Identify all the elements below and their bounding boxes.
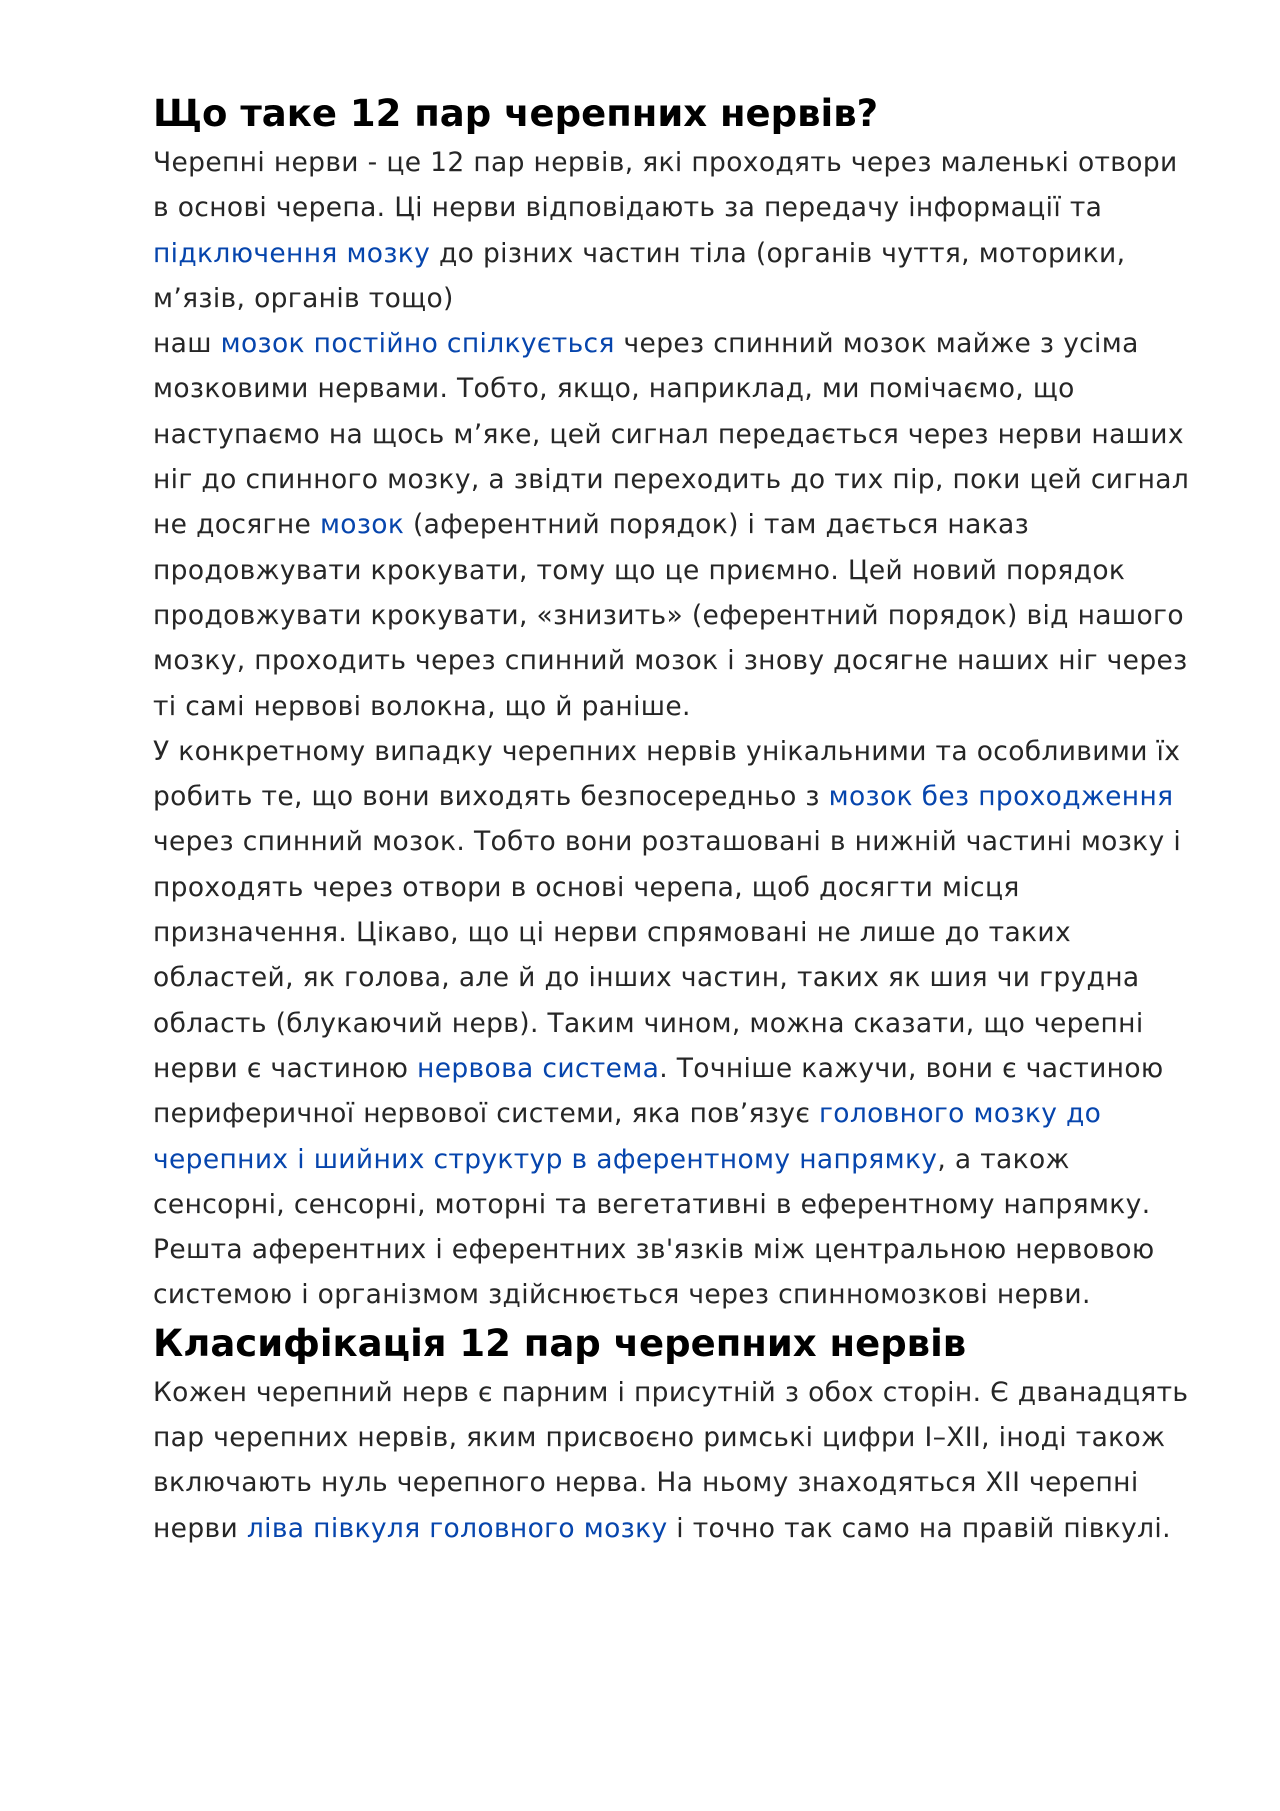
link-nervous-system[interactable]: нервова система (417, 1052, 660, 1084)
link-brain[interactable]: мозок (319, 509, 405, 541)
text-run: до різних частин тіла (органів чуття, моторики, м’язів, органів тощо) (153, 237, 1126, 314)
paragraph-brain-communication (153, 321, 1193, 729)
paragraph-classification (153, 1370, 1193, 1551)
text-run: через спинний мозок. Тобто вони розташовані в нижній частині мозку і проходять через отвори в основі черепа, щоб досягти місця призначення. Цікаво, що ці нерви спрямовані не лише до таких областей, як голова, але й до інших частин, таких як шия чи грудна область (блукаючий нерв). Таким чином, можна сказати, що черепні нерви є частиною (153, 826, 1182, 1084)
link-brain-connection[interactable]: підключення мозку (153, 237, 431, 269)
section-heading-classification: Класифікація 12 пар черепних нервів (153, 1321, 967, 1365)
link-brain-to-cranial-structures[interactable]: головного мозку до черепних і шийних структур в аферентному напрямку (153, 1098, 1102, 1175)
text-run: (аферентний порядок) і там дається наказ продовжувати крокувати, тому що це приємно. Цей новий порядок продовжувати крокувати, «знизить» (еферентний порядок) від нашого мозку, проходить через спинний мозок і знову досягне наших ніг через ті самі нервові волокна, що й раніше. (153, 509, 1188, 722)
text-run: і точно так само на правій півкулі. (667, 1512, 1171, 1544)
text-run: наш (153, 328, 221, 360)
article (153, 88, 1193, 1551)
link-brain-without-passing[interactable]: мозок без проходження (828, 781, 1174, 813)
text-run: через спинний мозок майже з усіма мозковими нервами. Тобто, якщо, наприклад, ми помічаємо, що наступаємо на щось м’яке, цей сигнал передається через нерви наших ніг до спинного мозку, а звідти переходить до тих пір, поки цей сигнал не досягне (153, 328, 1190, 541)
section-heading-what-are-cranial-nerves: Що таке 12 пар черепних нервів? (153, 92, 879, 135)
text-run: , а також сенсорні, сенсорні, моторні та вегетативні в еферентному напрямку. Решта аферентних і еферентних зв'язків між центральною нервовою системою і організмом здійснюється через спинномозкові нерви. (153, 1143, 1155, 1311)
text-run: У конкретному випадку черепних нервів унікальними та особливими їх робить те, що вони виходять безпосередньо з (153, 735, 1181, 813)
paragraph-intro (153, 140, 1193, 321)
link-left-hemisphere[interactable]: ліва півкуля головного мозку (246, 1512, 668, 1544)
paragraph-cranial-specifics (153, 729, 1193, 1318)
text-run: . Точніше кажучи, вони є частиною периферичної нервової системи, яка пов’язує (153, 1052, 1164, 1130)
text-run: Черепні нерви - це 12 пар нервів, які проходять через маленькі отвори в основі черепа. Ці нерви відповідають за передачу інформації та (153, 147, 1178, 224)
link-brain-communicates[interactable]: мозок постійно спілкується (220, 328, 615, 360)
text-run: Кожен черепний нерв є парним і присутній з обох сторін. Є дванадцять пар черепних нервів, яким присвоєно римські цифри I–XII, іноді також включають нуль черепного нерва. На ньому знаходяться XII черепні нерви (153, 1376, 1189, 1544)
